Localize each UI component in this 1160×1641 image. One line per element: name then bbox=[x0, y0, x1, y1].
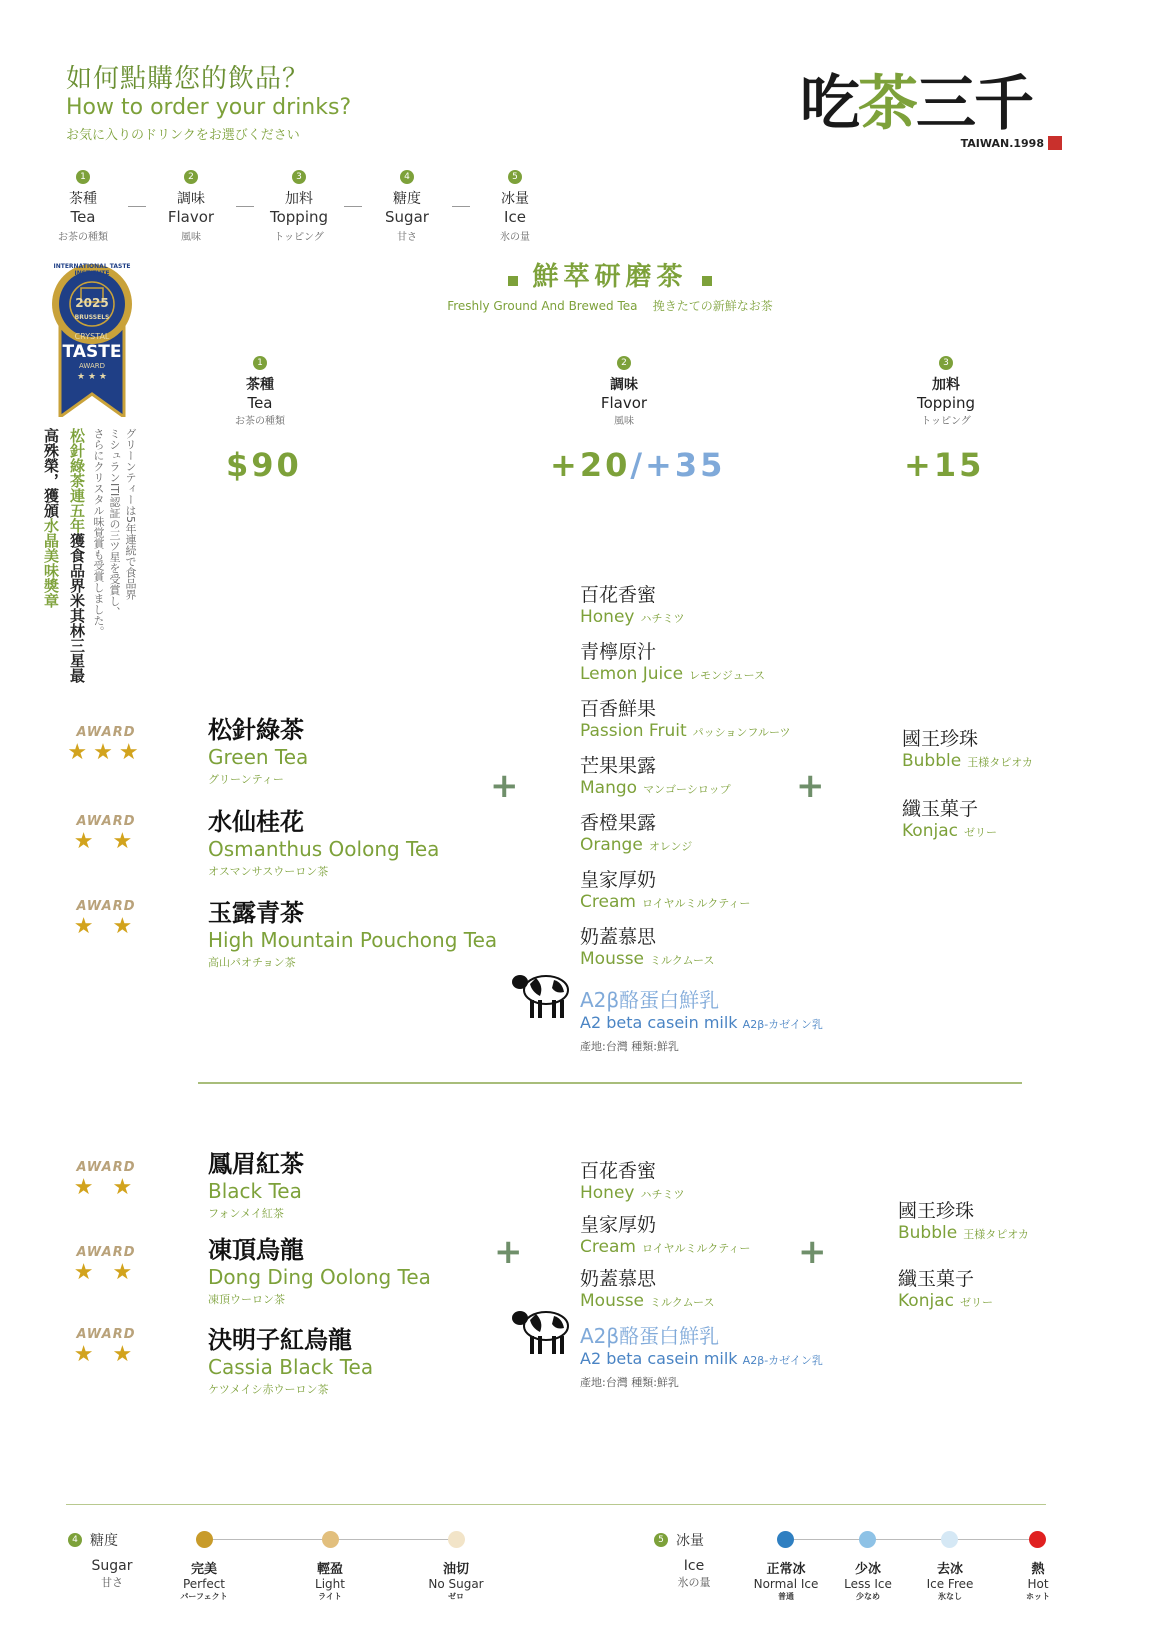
ice-dot-free bbox=[941, 1531, 958, 1548]
brand-logo: 吃茶三千 TAIWAN.1998 bbox=[800, 56, 1080, 150]
award-mark: AWARD ★★★ bbox=[67, 725, 145, 765]
step-sugar: 4 糖度 Sugar 甘さ bbox=[385, 172, 429, 243]
logo-tagline: TAIWAN.1998 bbox=[960, 136, 1044, 150]
ice-level: 去冰 Ice Free 氷なし bbox=[926, 1562, 974, 1601]
step-divider bbox=[344, 206, 362, 207]
sugar-level: 油切 No Sugar ゼロ bbox=[428, 1562, 484, 1601]
ice-scale-line bbox=[786, 1539, 1038, 1540]
section-subtitle: Freshly Ground And Brewed Tea 挽きたての新鮮なお茶 bbox=[447, 299, 773, 313]
cow-icon bbox=[510, 1298, 572, 1360]
ice-level: 正常冰 Normal Ice 普通 bbox=[753, 1562, 819, 1601]
square-icon bbox=[702, 276, 712, 286]
crystal-taste-award-badge: 2025 INTERNATIONAL TASTE INSTITUTE BRUSSELS CRYSTAL TASTE AWARD ★ ★ ★ bbox=[50, 262, 134, 417]
sugar-level: 完美 Perfect パーフェクト bbox=[180, 1562, 228, 1601]
sugar-dot-nosugar bbox=[448, 1531, 465, 1548]
flavor-list bbox=[580, 580, 791, 979]
award-mark: AWARD ★ ★ bbox=[66, 814, 146, 854]
sugar-dot-light bbox=[322, 1531, 339, 1548]
seal-icon bbox=[1048, 136, 1062, 150]
sugar-legend-label: Sugar 甘さ bbox=[91, 1558, 133, 1589]
step-tea: 1 茶種 Tea お茶の種類 bbox=[58, 172, 108, 243]
topping-item: 纖玉菓子 Konjac ゼリー bbox=[898, 1268, 993, 1311]
plus-icon: + bbox=[796, 766, 825, 806]
milk-option: A2β酪蛋白鮮乳 A2 beta casein milk A2β-カゼイン乳 產地:台灣 種類:鮮乳 bbox=[580, 988, 823, 1053]
milk-option: A2β酪蛋白鮮乳 A2 beta casein milk A2β-カゼイン乳 產地:台灣 種類:鮮乳 bbox=[580, 1324, 823, 1389]
flavor-list bbox=[580, 1156, 750, 1318]
square-icon bbox=[508, 276, 518, 286]
star-icon: ★ ★ bbox=[73, 914, 139, 939]
star-icon: ★ ★ bbox=[73, 1342, 139, 1367]
column-header-topping: 3 加料 Topping トッピング bbox=[916, 358, 976, 427]
award-mark: AWARD ★ ★ bbox=[66, 1245, 146, 1285]
column-header-flavor: 2 調味 Flavor 風味 bbox=[600, 358, 648, 427]
tea-item: 決明子紅烏龍 Cassia Black Tea ケツメイシ赤ウーロン茶 bbox=[208, 1326, 374, 1396]
step-topping: 3 加料 Topping トッピング bbox=[269, 172, 329, 243]
step-divider bbox=[452, 206, 470, 207]
star-icon: ★ ★ bbox=[73, 1175, 139, 1200]
award-mark: AWARD ★ ★ bbox=[66, 1160, 146, 1200]
ice-dot-hot bbox=[1029, 1531, 1046, 1548]
page-title-ja: お気に入りのドリンクをお選びください bbox=[66, 128, 300, 143]
price-tea: $90 bbox=[226, 446, 302, 484]
plus-icon: + bbox=[490, 766, 519, 806]
sugar-legend-title: 4 糖度 bbox=[68, 1530, 118, 1550]
page-title: 如何點購您的飲品？ bbox=[66, 64, 310, 94]
topping-item: 國王珍珠 Bubble 王様タピオカ bbox=[902, 728, 1033, 771]
tea-item: 水仙桂花 Osmanthus Oolong Tea オスマンサスウーロン茶 bbox=[208, 808, 440, 878]
footer-divider bbox=[66, 1504, 1046, 1505]
price-flavor: +20/+35 bbox=[550, 446, 726, 484]
flavor-item: 香橙果露 Orange オレンジ bbox=[580, 812, 693, 855]
column-header-tea: 1 茶種 Tea お茶の種類 bbox=[235, 358, 285, 427]
cow-icon bbox=[510, 962, 572, 1024]
flavor-item: 奶蓋慕思 Mousse ミルクムース bbox=[580, 1268, 715, 1311]
award-blurb-ja: グリーンティーは5年連続で食品界 ミシュランITI認証の三ツ星を受賞し、 さらにクリスタル味覚賞も受賞しました。 bbox=[92, 428, 137, 637]
sugar-dot-perfect bbox=[196, 1531, 213, 1548]
flavor-item: 皇家厚奶 Cream ロイヤルミルクティー bbox=[580, 1214, 751, 1257]
flavor-item: 奶蓋慕思 Mousse ミルクムース bbox=[580, 926, 715, 969]
tea-item: 凍頂烏龍 Dong Ding Oolong Tea 凍頂ウーロン茶 bbox=[208, 1236, 431, 1306]
price-topping: +15 bbox=[904, 446, 985, 484]
star-icon: ★ ★ bbox=[73, 1260, 139, 1285]
award-mark: AWARD ★ ★ bbox=[66, 899, 146, 939]
flavor-item: 芒果果露 Mango マンゴーシロップ bbox=[580, 755, 731, 798]
ice-legend-label: Ice 氷の量 bbox=[677, 1558, 711, 1589]
plus-icon: + bbox=[494, 1232, 523, 1272]
award-mark: AWARD ★ ★ bbox=[66, 1327, 146, 1367]
flavor-item: 百香鮮果 Passion Fruit パッションフルーツ bbox=[580, 698, 791, 741]
section-title: 鮮萃研磨茶 bbox=[480, 256, 740, 293]
ice-dot-less bbox=[859, 1531, 876, 1548]
plus-icon: + bbox=[798, 1232, 827, 1272]
flavor-item: 百花香蜜 Honey ハチミツ bbox=[580, 1160, 685, 1203]
flavor-item: 百花香蜜 Honey ハチミツ bbox=[580, 584, 685, 627]
header bbox=[66, 58, 351, 143]
ice-legend-title: 5 冰量 bbox=[654, 1530, 704, 1550]
order-steps bbox=[38, 164, 560, 243]
page-title-en: How to order your drinks? bbox=[66, 95, 352, 120]
step-ice: 5 冰量 Ice 氷の量 bbox=[500, 172, 530, 243]
star-icon: ★★★ bbox=[67, 740, 145, 765]
sugar-level: 輕盈 Light ライト bbox=[315, 1562, 345, 1601]
award-blurb-zh: 松針綠茶連五年獲食品界米其林三星最高殊榮，獲頒水晶美味獎章 bbox=[42, 428, 86, 683]
section-divider bbox=[198, 1082, 1022, 1084]
step-flavor: 2 調味 Flavor 風味 bbox=[167, 172, 215, 243]
star-icon: ★ ★ bbox=[73, 829, 139, 854]
topping-item: 纖玉菓子 Konjac ゼリー bbox=[902, 798, 997, 841]
step-divider bbox=[236, 206, 254, 207]
flavor-item: 青檸原汁 Lemon Juice レモンジュース bbox=[580, 641, 766, 684]
topping-item: 國王珍珠 Bubble 王様タピオカ bbox=[898, 1200, 1029, 1243]
flavor-item: 皇家厚奶 Cream ロイヤルミルクティー bbox=[580, 869, 751, 912]
ice-level: 熱 Hot ホット bbox=[1026, 1562, 1050, 1601]
step-divider bbox=[128, 206, 146, 207]
ice-level: 少冰 Less Ice 少なめ bbox=[844, 1562, 892, 1601]
tea-item: 鳳眉紅茶 Black Tea フォンメイ紅茶 bbox=[208, 1150, 304, 1220]
tea-item: 松針綠茶 Green Tea グリーンティー bbox=[208, 716, 309, 786]
ice-dot-normal bbox=[777, 1531, 794, 1548]
tea-item: 玉露青茶 High Mountain Pouchong Tea 高山パオチョン茶 bbox=[208, 899, 498, 969]
